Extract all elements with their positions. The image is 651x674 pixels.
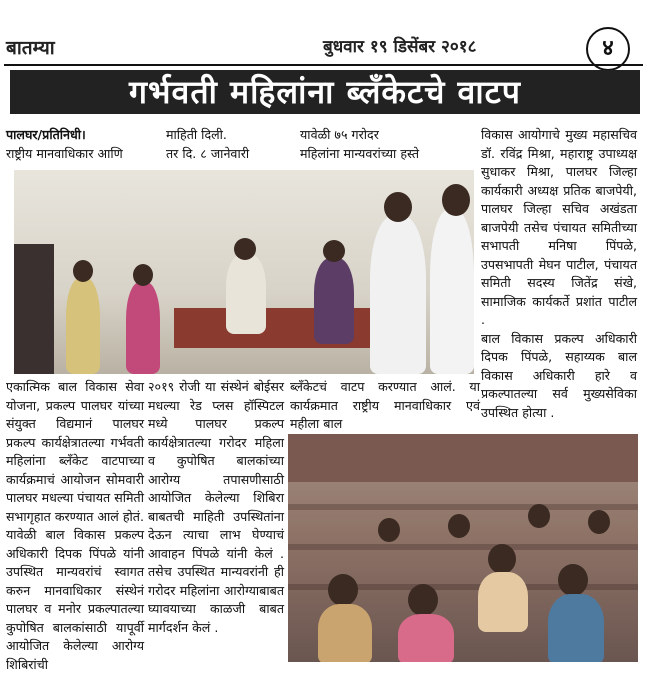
person-head xyxy=(442,184,470,216)
article-col1-top-text: राष्ट्रीय मानवाधिकार आणि xyxy=(6,145,123,161)
article-col1-bottom: एकात्मिक बाल विकास सेवा योजना, प्रकल्प पालघर यांच्या संयुक्त विद्यमानं पालघर प्रकल्प कार्यक्षेत्रातल्या गर्भवती महिलांना ब्लँकेट वाटपाच्या कार्यक्रमाचं आयोजन सोमवारी पालघर मधल्या पंचायत समिती सभागृहात करण्यात आलं होतं. यावेळी बाल विकास प्रकल्प अधिकारी दिपक पिंपळे यांनी उपस्थित मान्यवरांचं स्वागत करुन मानवाधिकार संस्थेनं पालघर व मनोर प्रकल्पातल्या कुपोषित बालकांसाठी यापूर्वी आयोजित केलेल्या आरोग्य शिबिरांची xyxy=(6,379,144,672)
person-figure xyxy=(548,594,604,662)
section-name: बातम्या xyxy=(6,37,55,59)
byline: पालघर/प्रतिनिधी। xyxy=(6,127,86,142)
masthead-rule xyxy=(4,64,643,66)
event-photo-stage xyxy=(14,170,474,374)
table xyxy=(174,308,394,348)
person-head xyxy=(384,192,412,222)
person-figure xyxy=(66,278,100,374)
person-figure xyxy=(226,254,266,334)
person-head xyxy=(408,584,438,616)
article-col3-bottom: ब्लँकेटचं वाटप करण्यात आलं. या कार्यक्रमात राष्ट्रीय मानवाधिकार एवं महीला बाल xyxy=(290,379,480,431)
person-head xyxy=(528,504,550,528)
article-col4: विकास आयोगाचे मुख्य महासचिव डॉ. रविंद्र मिश्रा, महाराष्ट्र उपाध्यक्ष सुधाकर मिश्रा, पालघर जिल्हा कार्यकारी अध्यक्ष प्रतिक बाजपेयी, पालघर जिल्हा सचिव अखंडता बाजपेयी तसेच पंचायत समितीच्या सभापती मनिषा पिंपळे, उपसभापती मेघन पाटील, पंचायत समिती सदस्य जितेंद्र संखे, सामाजिक कार्यकर्ते प्रशांत पाटील . बाल विकास प्रकल्प अधिकारी दिपक पिंपळे, सहाय्यक बाल विकास अधिकारी हारे व प्रकल्पातल्या सर्व मुख्यसेविका उपस्थित होत्या . xyxy=(481,127,637,420)
person-figure xyxy=(314,258,354,344)
person-head xyxy=(558,564,588,596)
person-head xyxy=(73,260,93,282)
article-col1-top xyxy=(6,126,150,163)
person-figure xyxy=(398,614,454,662)
person-head xyxy=(378,518,400,542)
seating-row xyxy=(288,544,638,550)
person-figure xyxy=(370,216,426,374)
back-wall xyxy=(288,434,638,482)
seating-row xyxy=(288,504,638,510)
person-head xyxy=(588,510,610,534)
headline: गर्भवती महिलांना ब्लँकेटचे वाटप xyxy=(10,70,640,114)
article-col3-top: यावेळी ७५ गरोदर महिलांना मान्यवरांच्या हस्ते xyxy=(300,127,420,161)
person-figure xyxy=(478,572,528,632)
article-col2-bottom: २०१९ रोजी या संस्थेनं बोईसर मधल्या रेड प्लस हॉस्पिटल मध्ये पालघर प्रकल्प कार्यक्षेत्रातल्या गरोदर महिला व कुपोषित बालकांच्या आरोग्य तपासणीसाठी आयोजित केलेल्या शिबिरा बाबतची माहिती उपस्थितांना देऊन त्याचा लाभ घेण्याचं आवाहन पिंपळे यांनी केलं . तसेच उपस्थित मान्यवरांनी ही गरोदर महिलांना आरोग्याबाबत घ्यावयाच्या काळजी बाबत मार्गदर्शन केलं . xyxy=(148,379,284,635)
person-head xyxy=(323,240,345,262)
person-head xyxy=(234,238,256,260)
person-head xyxy=(448,514,470,538)
page-number: ४ xyxy=(586,27,630,71)
publication-date: बुधवार १९ डिसेंबर २०१८ xyxy=(323,37,477,57)
article-col2-top: माहिती दिली. तर दि. ८ जानेवारी xyxy=(166,127,250,161)
person-figure xyxy=(126,282,160,374)
curtain xyxy=(14,244,54,374)
person-head xyxy=(328,574,358,606)
person-head xyxy=(133,264,153,286)
person-figure xyxy=(430,210,474,374)
event-photo-audience xyxy=(288,434,638,662)
person-head xyxy=(488,544,516,574)
person-figure xyxy=(318,604,372,662)
